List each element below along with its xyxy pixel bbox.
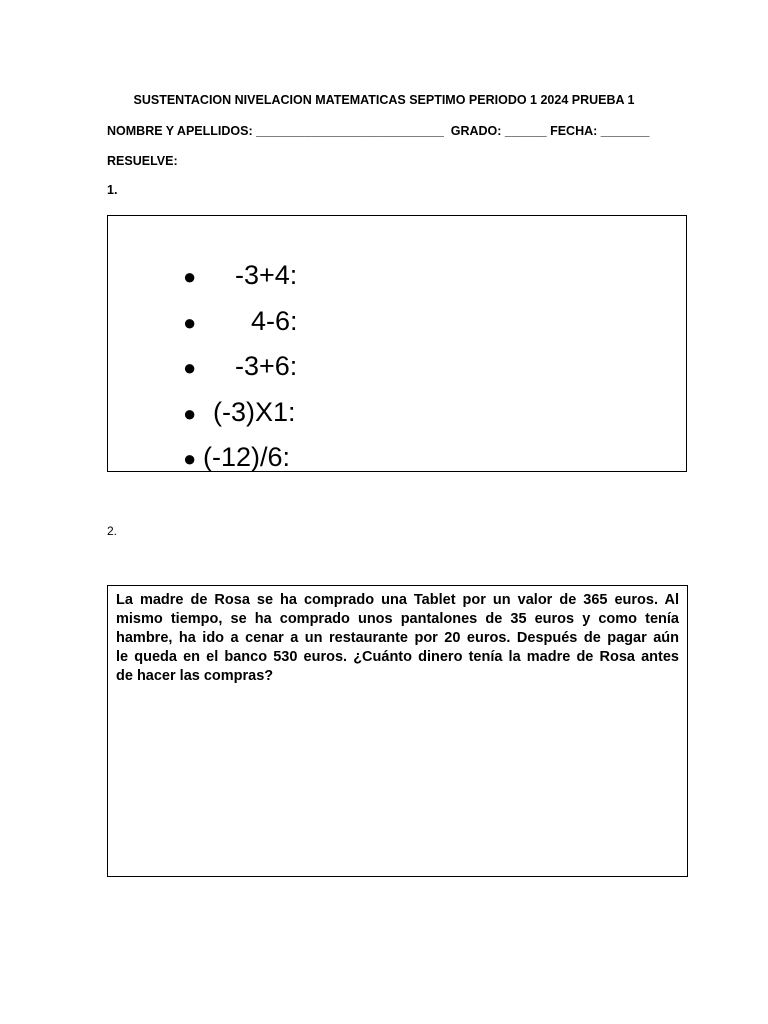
bullet-icon: ●	[183, 264, 197, 289]
bullet-icon: ●	[183, 310, 197, 335]
operation-item	[138, 412, 290, 504]
instruction-label: RESUELVE:	[107, 154, 178, 168]
page-title: SUSTENTACION NIVELACION MATEMATICAS SEPTIMO PERIODO 1 2024 PRUEBA 1	[133, 93, 635, 107]
problem-line: le queda en el banco 530 euros. ¿Cuánto dinero tenía la madre de Rosa antes	[116, 649, 679, 665]
problem-line: hambre, ha ido a cenar a un restaurante por 20 euros. Después de pagar aún	[116, 630, 679, 646]
bullet-icon: ●	[183, 355, 197, 380]
bullet-icon: ●	[183, 446, 197, 471]
bullet-icon: ●	[183, 401, 197, 426]
operation-text: -3+4:	[235, 260, 298, 290]
problem-line: de hacer las compras?	[116, 668, 274, 684]
operation-text: -3+6:	[235, 351, 298, 381]
operation-text: (-3)X1:	[213, 397, 296, 427]
problem-line: La madre de Rosa se ha comprado una Tablet por un valor de 365 euros. Al	[116, 592, 679, 608]
operation-text: (-12)/6:	[203, 442, 291, 472]
question-1-box	[107, 215, 687, 472]
operation-text: 4-6:	[251, 306, 298, 336]
problem-line: mismo tiempo, se ha comprado unos pantalones de 35 euros y como tenía	[116, 611, 679, 627]
question-2-number: 2.	[107, 524, 118, 538]
question-2-box	[107, 585, 688, 877]
student-info-line: NOMBRE Y APELLIDOS: ___________________________ GRADO: ______ FECHA: _______	[107, 124, 650, 138]
question-1-number: 1.	[107, 183, 118, 197]
